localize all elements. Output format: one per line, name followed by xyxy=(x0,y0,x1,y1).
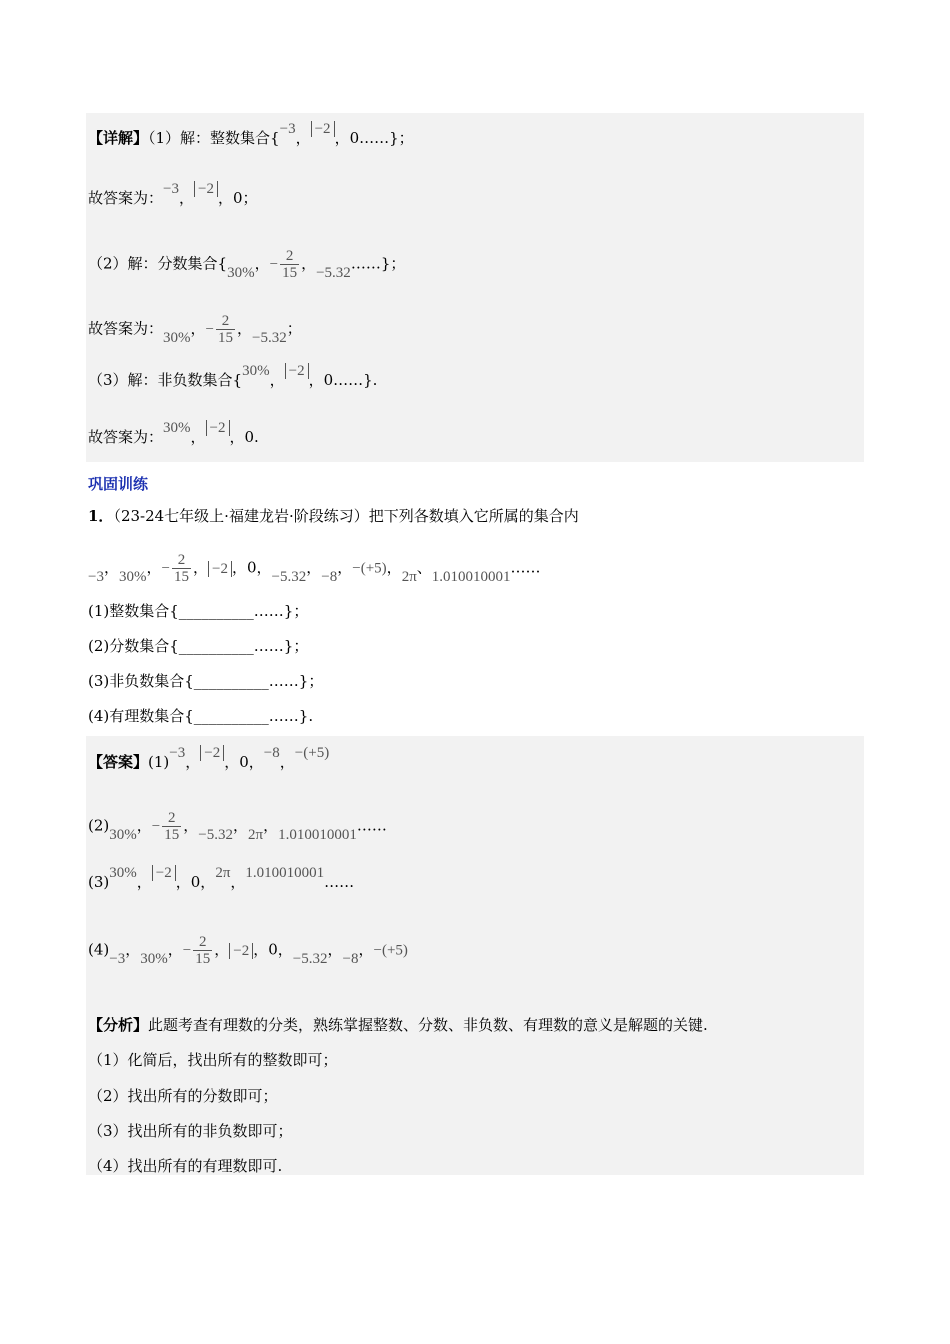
section-title: 巩固训练 xyxy=(88,475,149,493)
question-header: 1．（23-24七年级上·福建龙岩·阶段练习）把下列各数填入它所属的集合内 xyxy=(88,507,579,525)
detail-box xyxy=(86,113,864,462)
analysis-step-3: （3）找出所有的非负数即可； xyxy=(88,1122,293,1140)
analysis-step-4: （4）找出所有的有理数即可. xyxy=(88,1157,283,1175)
blank-2: (2)分数集合{__________……}； xyxy=(88,637,309,655)
detail-answer-2: 故答案为：30%，− $\frac{2}{15}$ ，−5.32； xyxy=(88,313,302,346)
blank-3: (3)非负数集合{__________……}； xyxy=(88,672,324,690)
fraction: $\frac{2}{15}$ xyxy=(173,552,189,585)
detail-line-1: 【详解】（1）解：整数集合{−3， −2 ，0……}； xyxy=(88,121,414,147)
detail-answer-3: 故答案为：30%， −2 ，0. xyxy=(88,420,259,446)
answer-4: (4)−3，30%，− $\frac{2}{15}$ ， −2 ，0，−5.32，−8，−(+5) xyxy=(88,934,408,967)
fraction: $\frac{2}{15}$ xyxy=(195,934,211,967)
question-numbers: −3，30%，− $\frac{2}{15}$ ， −2 ，0，−5.32，−8，−(+5)，2π、1.010010001…… xyxy=(88,552,541,585)
blank-1: (1)整数集合{__________……}； xyxy=(88,602,309,620)
detail-line-3: （3）解：非负数集合{30%， −2 ，0……}. xyxy=(88,363,378,389)
analysis-step-2: （2）找出所有的分数即可； xyxy=(88,1087,278,1105)
answer-2: (2)30%，− $\frac{2}{15}$ ，−5.32，2π，1.010010001…… xyxy=(88,810,387,843)
detail-answer-1: 故答案为：−3， −2 ，0； xyxy=(88,181,258,207)
fraction: $\frac{2}{15}$ xyxy=(282,248,298,281)
fraction: $\frac{2}{15}$ xyxy=(164,810,180,843)
detail-line-2: （2）解：分数集合{30%，− $\frac{2}{15}$ ，−5.32……}； xyxy=(88,248,406,281)
answer-1: 【答案】(1)−3， −2 ，0，−8，−(+5) xyxy=(88,745,330,771)
analysis-step-1: （1）化简后，找出所有的整数即可； xyxy=(88,1051,338,1069)
blank-4: (4)有理数集合{__________……}. xyxy=(88,707,314,725)
answer-3: (3)30%， −2 ，0，2π，1.010010001…… xyxy=(88,865,355,891)
detail-label: 【详解】 xyxy=(88,129,149,147)
analysis-line: 【分析】此题考查有理数的分类，熟练掌握整数、分数、非负数、有理数的意义是解题的关键. xyxy=(88,1016,708,1034)
fraction: $\frac{2}{15}$ xyxy=(218,313,233,346)
